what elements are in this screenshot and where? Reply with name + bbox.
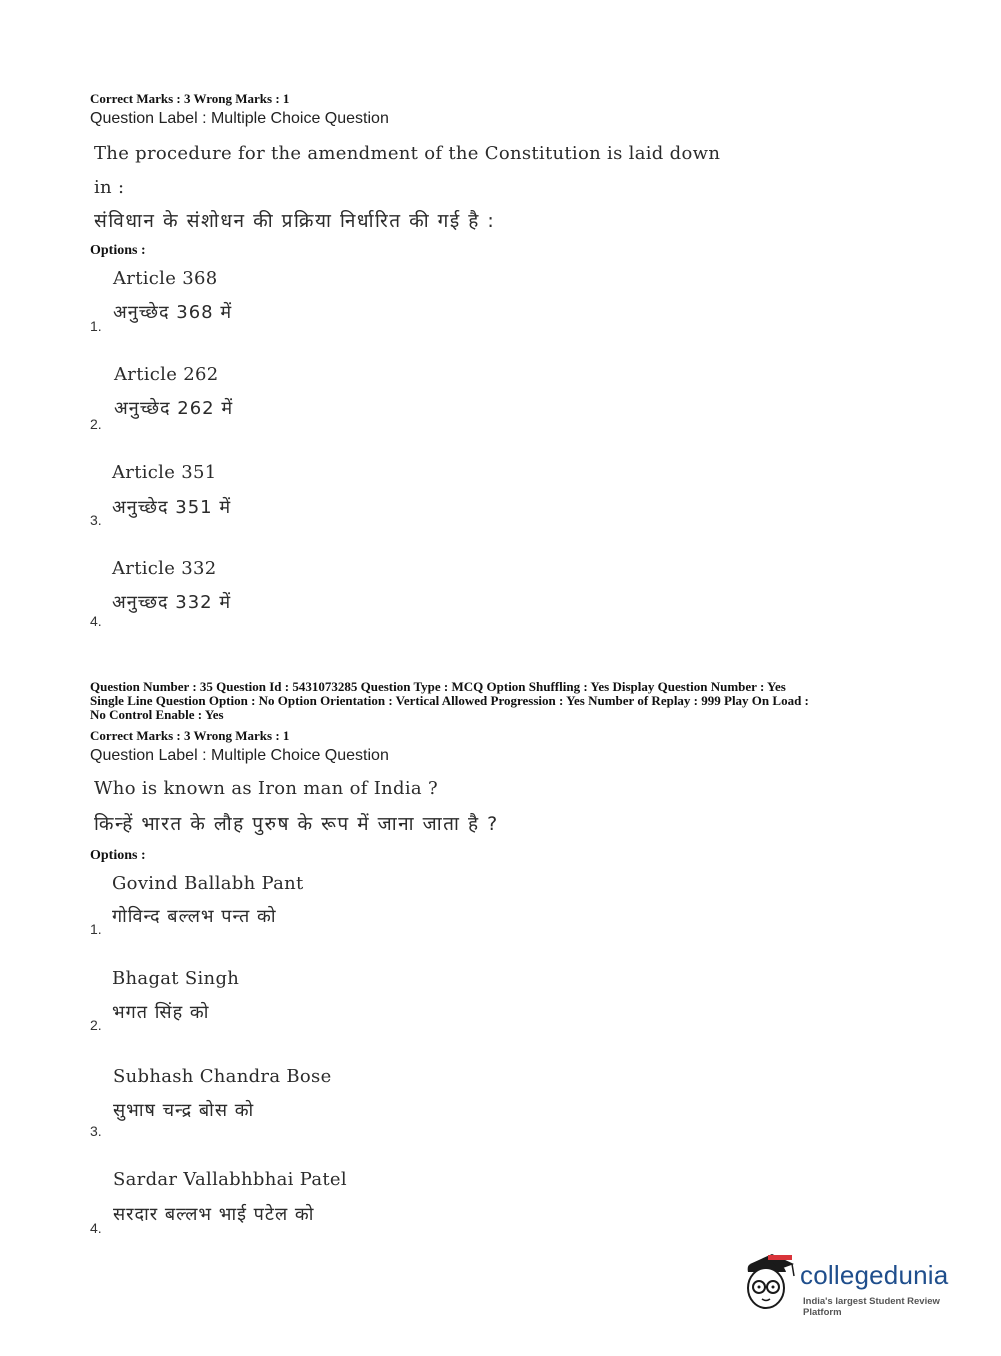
option-text-en: Article 368 — [113, 268, 218, 289]
q2-text-hi: किन्हें भारत के लौह पुरुष के रूप में जाना जाता है ? — [94, 813, 499, 835]
option-number: 2. — [90, 1017, 102, 1033]
option-number: 4. — [90, 613, 102, 629]
option-text-en: Article 262 — [114, 364, 219, 385]
option-text-hi: अनुच्छेद 368 में — [113, 302, 233, 323]
option-text-en: Sardar Vallabhbhai Patel — [113, 1169, 347, 1190]
logo-tagline: India's largest Student Review Platform — [803, 1296, 940, 1318]
option-text-en: Subhash Chandra Bose — [113, 1066, 332, 1087]
option-text-hi: सुभाष चन्द्र बोस को — [113, 1100, 255, 1121]
option-number: 4. — [90, 1220, 102, 1236]
q1-options-label: Options : — [90, 243, 146, 258]
q2-question-label: Question Label : Multiple Choice Question — [90, 747, 389, 764]
option-number: 1. — [90, 318, 102, 334]
q2-text-en: Who is known as Iron man of India ? — [94, 778, 438, 799]
q2-marks: Correct Marks : 3 Wrong Marks : 1 — [90, 728, 290, 743]
q1-text-hi: संविधान के संशोधन की प्रक्रिया निर्धारित की गई है : — [94, 210, 496, 232]
q1-text-en-line2: in : — [94, 177, 125, 198]
option-number: 3. — [90, 1123, 102, 1139]
q1-question-label: Question Label : Multiple Choice Question — [90, 110, 389, 127]
option-number: 1. — [90, 921, 102, 937]
option-text-hi: अनुच्छेद 351 में — [112, 497, 232, 518]
option-text-hi: अनुच्छद 332 में — [112, 592, 232, 613]
q2-meta-line2: Single Line Question Option : No Option Orientation : Vertical Allowed Progression : Yes Number of Replay : 999 Play On Load : — [90, 693, 809, 708]
collegedunia-logo[interactable] — [742, 1250, 972, 1320]
option-number: 3. — [90, 512, 102, 528]
logo-name: collegedunia — [800, 1260, 949, 1290]
q2-meta-line3: No Control Enable : Yes — [90, 707, 224, 722]
option-text-hi: अनुच्छेद 262 में — [114, 398, 234, 419]
option-text-en: Govind Ballabh Pant — [112, 873, 304, 894]
student-mascot-icon — [742, 1250, 800, 1312]
option-text-en: Bhagat Singh — [112, 968, 240, 989]
option-number: 2. — [90, 416, 102, 432]
option-text-en: Article 351 — [112, 462, 217, 483]
option-text-hi: गोविन्द बल्लभ पन्त को — [112, 906, 277, 927]
q1-text-en-line1: The procedure for the amendment of the Constitution is laid down — [94, 143, 721, 164]
q2-meta-line1: Question Number : 35 Question Id : 5431073285 Question Type : MCQ Option Shuffling : Yes Display Question Number : Yes — [90, 679, 786, 694]
q1-marks: Correct Marks : 3 Wrong Marks : 1 — [90, 91, 290, 106]
option-text-hi: भगत सिंह को — [112, 1002, 210, 1023]
q2-options-label: Options : — [90, 848, 146, 863]
option-text-hi: सरदार बल्लभ भाई पटेल को — [113, 1204, 315, 1225]
option-text-en: Article 332 — [112, 558, 217, 579]
